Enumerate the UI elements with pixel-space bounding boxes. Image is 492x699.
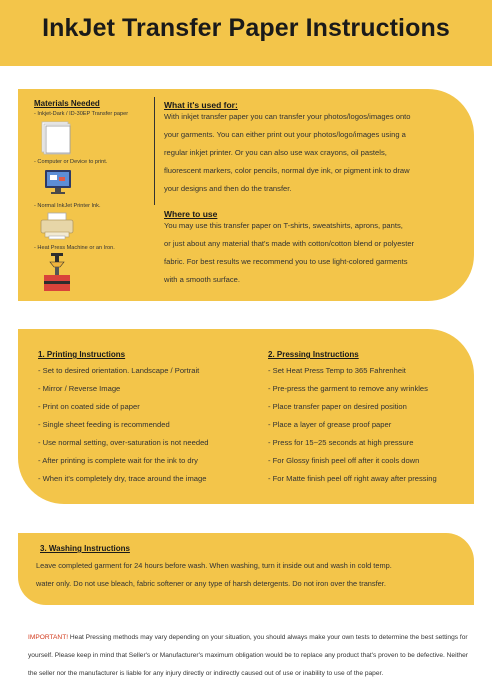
notice-text: Heat Pressing methods may vary depending on your situation, you should always make your own tests to determine the best settings for yourself. Please keep in mind that Seller's or Manufacturer's maximum obligation would be to replace any product that's proven to be defective. Neither the seller nor the manufacturer is liable for any injury directly or indirectly caused out of use or inability to use of the paper. [28,634,468,677]
pressing-step: - For Glossy finish peel off after it cools down [268,456,420,465]
pressing-step: - Press for 15~25 seconds at high pressure [268,438,414,447]
material-item: - Heat Press Machine or an Iron. [34,245,115,251]
printing-step: - Set to desired orientation. Landscape / Portrait [38,366,200,375]
header-banner [0,0,492,66]
section-divider [154,97,155,205]
printing-step: - Use normal setting, over-saturation is not needed [38,438,209,447]
heat-press-icon [42,253,72,293]
used-for-line: your garments. You can either print out your photos/logo/images using a [164,130,406,139]
pressing-title: 2. Pressing Instructions [268,350,359,359]
printer-icon [40,212,74,240]
instructions-card [18,329,474,504]
used-for-line: your designs and then do the transfer. [164,184,292,193]
pressing-step: - Place transfer paper on desired position [268,402,407,411]
washing-title: 3. Washing Instructions [40,544,130,553]
used-for-line: With inkjet transfer paper you can transfer your photos/logos/images onto [164,112,411,121]
material-item: - Inkjet-Dark / ID-30EP Transfer paper [34,111,129,117]
materials-usage-card [18,89,474,301]
pressing-step: - Pre-press the garment to remove any wrinkles [268,384,428,393]
page-title: InkJet Transfer Paper Instructions [42,14,450,42]
washing-line: water only. Do not use bleach, fabric softener or any type of harsh detergents. Do not iron over the transfer. [36,579,386,588]
pressing-step: - Place a layer of grease proof paper [268,420,392,429]
where-to-use-line: You may use this transfer paper on T-shirts, sweatshirts, aprons, pants, [164,221,403,230]
computer-monitor-icon [44,169,72,195]
printing-step: - Print on coated side of paper [38,402,140,411]
important-label: IMPORTANT! [28,634,69,641]
material-item: - Normal InkJet Printer Ink. [34,203,101,209]
materials-title: Materials Needed [34,99,100,108]
paper-stack-icon [38,119,74,155]
where-to-use-line: with a smooth surface. [164,275,240,284]
washing-card [18,533,474,605]
washing-line: Leave completed garment for 24 hours before wash. When washing, turn it inside out and wash in cold temp. [36,561,392,570]
where-to-use-line: or just about any material that's made with cotton/cotton blend or polyester [164,239,415,248]
printing-step: - When it's completely dry, trace around the image [38,474,207,483]
where-to-use-line: fabric. For best results we recommend you to use light-colored garments [164,257,408,266]
used-for-line: fluorescent markers, color pencils, normal dye ink, or pigment ink to draw [164,166,410,175]
used-for-line: regular inkjet printer. Or you can also use wax crayons, oil pastels, [164,148,387,157]
where-to-use-title: Where to use [164,209,218,219]
material-item: - Computer or Device to print. [34,159,108,165]
pressing-step: - Set Heat Press Temp to 365 Fahrenheit [268,366,406,375]
important-notice [28,629,473,683]
used-for-title: What it's used for: [164,100,238,110]
printing-step: - Mirror / Reverse Image [38,384,121,393]
printing-step: - Single sheet feeding is recommended [38,420,170,429]
pressing-step: - For Matte finish peel off right away after pressing [268,474,437,483]
printing-step: - After printing is complete wait for the ink to dry [38,456,198,465]
printing-title: 1. Printing Instructions [38,350,126,359]
